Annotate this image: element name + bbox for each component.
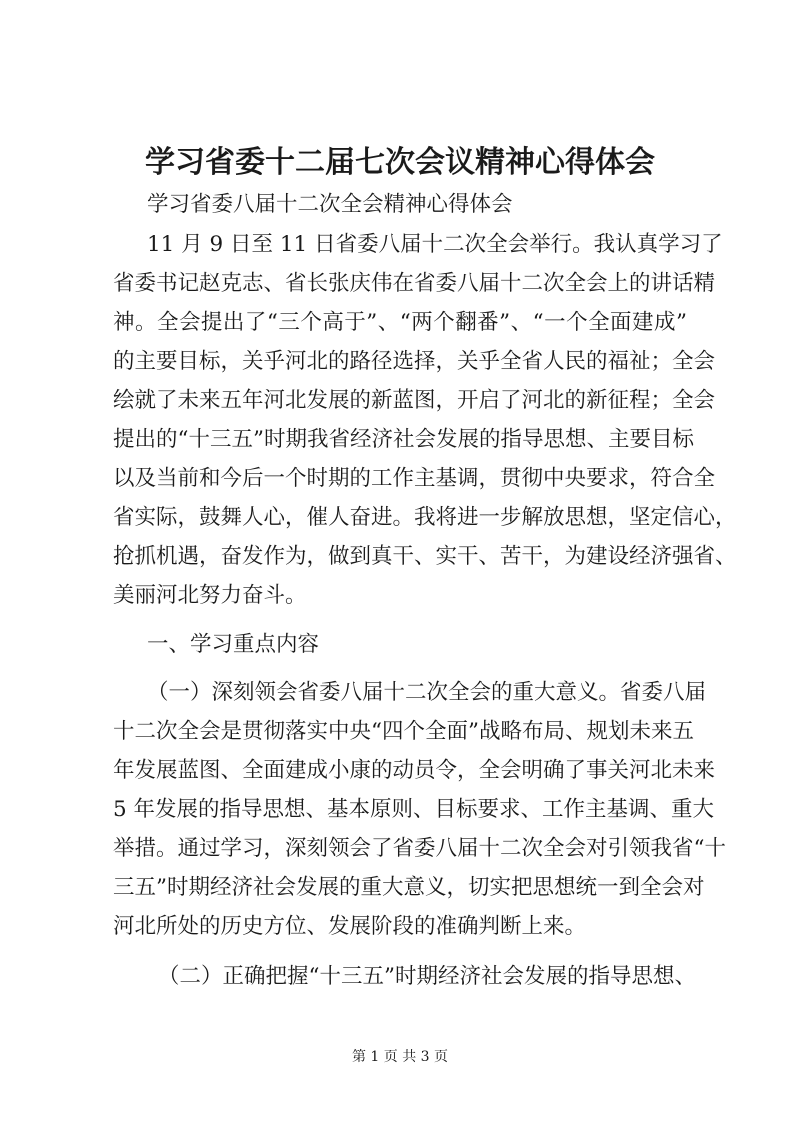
paragraph-line: 的主要目标，关乎河北的路径选择，关乎全省人民的福祉；全会 xyxy=(113,349,716,374)
paragraph-line: 省委书记赵克志、省长张庆伟在省委八届十二次全会上的讲话精 xyxy=(113,271,716,296)
paragraph-line: 年发展蓝图、全面建成小康的动员令，全会明确了事关河北未来 xyxy=(113,758,716,783)
paragraph-line: （一）深刻领会省委八届十二次全会的重大意义。省委八届 xyxy=(147,680,707,705)
paragraph-line: 11 月 9 日至 11 日省委八届十二次全会举行。我认真学习了 xyxy=(147,232,723,257)
paragraph-line: 抢抓机遇，奋发作为，做到真干、实干、苦干，为建设经济强省、 xyxy=(113,544,737,569)
paragraph-line: 省实际，鼓舞人心，催人奋进。我将进一步解放思想，坚定信心， xyxy=(113,505,737,530)
paragraph-line: 5 年发展的指导思想、基本原则、目标要求、工作主基调、重大 xyxy=(113,797,715,822)
paragraph-line: 提出的“十三五”时期我省经济社会发展的指导思想、主要目标 xyxy=(113,427,694,452)
paragraph-line: 十二次全会是贯彻落实中央“四个全面”战略布局、规划未来五 xyxy=(113,719,694,744)
page-number-footer: 第 1 页 共 3 页 xyxy=(351,1049,449,1065)
paragraph-line: 神。全会提出了“三个高于”、“两个翻番”、“一个全面建成” xyxy=(113,310,687,335)
paragraph-line: 美丽河北努力奋斗。 xyxy=(113,583,307,608)
document-subtitle: 学习省委八届十二次全会精神心得体会 xyxy=(147,192,513,217)
paragraph-line: 绘就了未来五年河北发展的新蓝图，开启了河北的新征程；全会 xyxy=(113,388,716,413)
paragraph-line: （二）正确把握“十三五”时期经济社会发展的指导思想、 xyxy=(158,964,696,989)
document-title: 学习省委十二届七次会议精神心得体会 xyxy=(145,145,655,180)
paragraph-line: 以及当前和今后一个时期的工作主基调，贯彻中央要求，符合全 xyxy=(113,466,716,491)
paragraph-line: 河北所处的历史方位、发展阶段的准确判断上来。 xyxy=(113,914,587,939)
paragraph-line: 举措。通过学习，深刻领会了省委八届十二次全会对引领我省“十 xyxy=(113,836,726,861)
section-heading: 一、学习重点内容 xyxy=(147,632,320,657)
paragraph-line: 三五”时期经济社会发展的重大意义，切实把思想统一到全会对 xyxy=(113,875,705,900)
